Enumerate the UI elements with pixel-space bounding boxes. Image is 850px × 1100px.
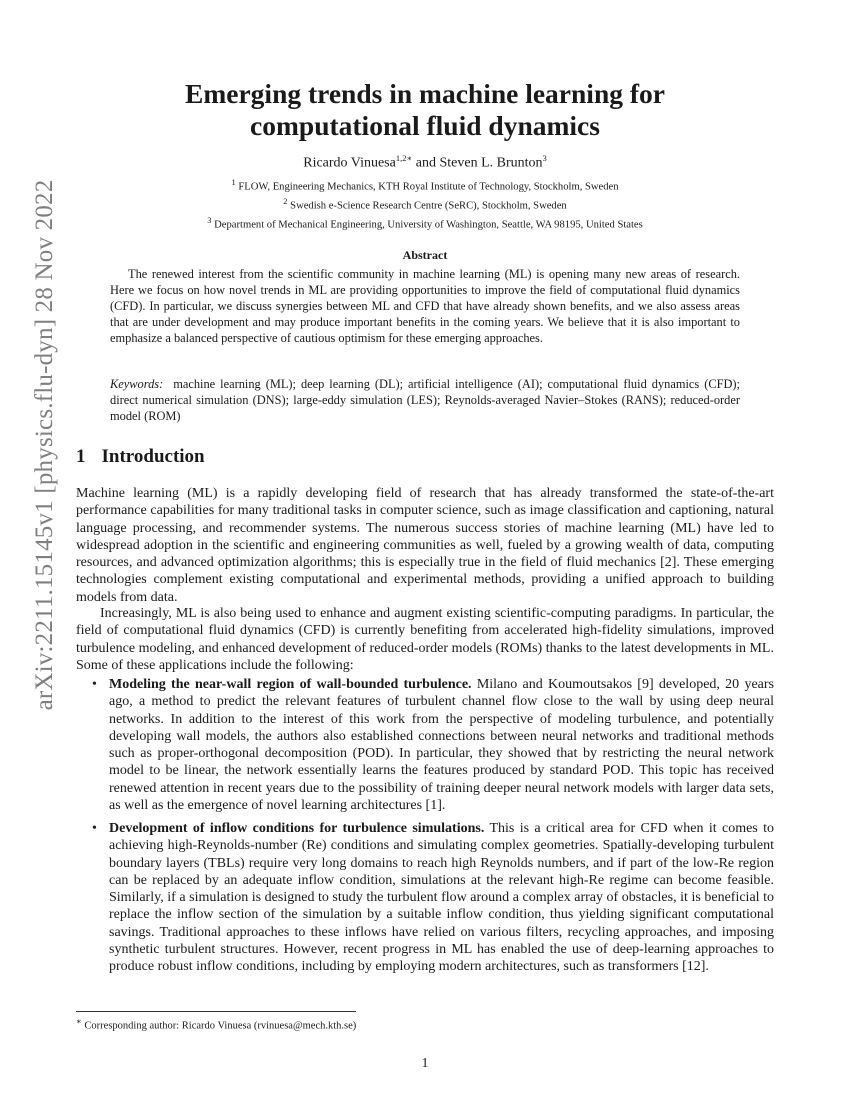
bullet-text: Milano and Koumoutsakos [9] developed, 20 years ago, a method to predict the relevant features of turbulent channel flow close to the wall by using deep neural networks. In addition to the interest of this work from the perspective of modeling turbulence, and potentially developing wall models, the authors also established connections between neural networks and traditional methods such as proper-orthogonal decomposition (POD). In particular, they showed that by restricting the neural network model to be linear, the network essentially learns the features produced by standard POD. This topic has received renewed attention in recent years due to the possibility of training deeper neural network models with larger data sets, as well as the emergence of novel learning architectures [1]. xyxy=(109,677,774,814)
affiliation-number: 3 xyxy=(207,215,212,225)
keywords-text: machine learning (ML); deep learning (DL); artificial intelligence (AI); computational fluid dynamics (CFD); direct numerical simulation (DNS); large-eddy simulation (LES); Reynolds-averaged Navier–Stokes (RANS); reduced-order model (ROM) xyxy=(110,377,740,424)
bullet-title: Modeling the near-wall region of wall-bounded turbulence. xyxy=(109,677,472,692)
arxiv-identifier-text: arXiv:2211.15145v1 [physics.flu-dyn] 28 Nov 2022 xyxy=(31,179,58,711)
keywords xyxy=(110,376,740,424)
page-number: 1 xyxy=(421,1056,429,1071)
affiliation-1 xyxy=(100,177,750,193)
abstract-heading: Abstract xyxy=(402,248,448,262)
affiliation-number: 2 xyxy=(283,196,288,206)
bullet-marker: • xyxy=(92,821,97,836)
author-2: Steven L. Brunton xyxy=(439,155,543,171)
bullet-text: This is a critical area for CFD when it comes to achieving high-Reynolds-number (Re) conditions and simulating complex geometries. Spatially-developing turbulent boundary layers (TBLs) require very long domains to reach high Reynolds numbers, and if part of the low-Re region can be replaced by an adequate inflow condition, simulations at the relevant high-Re regime can become feasible. Similarly, if a simulation is designed to study the turbulent flow around a complex array of obstacles, it is beneficial to replace the inflow section of the simulation by a suitable inflow condition, thus yielding significant computational savings. Traditional approaches to these inflows have relied on various filters, recycling approaches, and imposing synthetic turbulent structures. However, recent progress in ML has enabled the use of deep-learning approaches to produce robust inflow conditions, including by employing modern architectures, such as transformers [12]. xyxy=(109,821,775,975)
intro-paragraph-1: Machine learning (ML) is a rapidly developing field of research that has already transformed the state-of-the-art performance capabilities for many traditional tasks in computer science, such as image classification and captioning, natural language processing, and recommender systems. The numerous success stories of machine learning (ML) have led to widespread adoption in the scientific and engineering communities as well, fueled by a growing wealth of data, computing resources, and advanced optimization algorithms; this is especially true in the field of fluid mechanics [2]. These emerging technologies complement existing computational and experimental methods, providing a unified approach to building models from data. xyxy=(76,486,774,605)
title-line-2: computational fluid dynamics xyxy=(250,110,600,141)
affiliation-text: FLOW, Engineering Mechanics, KTH Royal Institute of Technology, Stockholm, Sweden xyxy=(238,181,619,193)
affiliation-text: Department of Mechanical Engineering, University of Washington, Seattle, WA 98195, United States xyxy=(214,219,643,231)
bullet-list xyxy=(92,676,774,814)
list-item xyxy=(92,820,774,976)
paper-title xyxy=(100,78,750,142)
footnote-marker: ∗ xyxy=(76,1016,82,1026)
bullet-title: Development of inflow conditions for turbulence simulations. xyxy=(109,821,485,836)
bullet-marker: • xyxy=(92,677,97,692)
section-title: Introduction xyxy=(101,446,205,467)
section-number: 1 xyxy=(76,446,86,467)
section-heading xyxy=(76,446,205,468)
keywords-label: Keywords: xyxy=(110,377,164,391)
author-separator: and xyxy=(412,155,440,171)
author-1-affiliation: 1,2∗ xyxy=(395,153,413,163)
author-2-affiliation: 3 xyxy=(542,153,547,163)
affiliation-2 xyxy=(100,196,750,212)
arxiv-identifier xyxy=(28,179,62,711)
title-line-1: Emerging trends in machine learning for xyxy=(185,78,665,109)
intro-paragraph-2: Increasingly, ML is also being used to enhance and augment existing scientific-computing paradigms. In particular, the field of computational fluid dynamics (CFD) is currently benefiting from accelerated high-fidelity simulations, improved turbulence modeling, and enhanced development of reduced-order models (ROMs) thanks to the latest developments in ML. Some of these applications include the following: xyxy=(76,606,774,673)
abstract-text: The renewed interest from the scientific community in machine learning (ML) is opening many new areas of research. Here we focus on how novel trends in ML are providing opportunities to improve the field of computational fluid dynamics (CFD). In particular, we discuss synergies between ML and CFD that have already shown benefits, and we also assess areas that are under development and may produce important benefits in the coming years. We believe that it is also important to emphasize a balanced perspective of cautious optimism for these emerging approaches. xyxy=(110,267,740,346)
affiliation-3 xyxy=(100,215,750,231)
bullet-list-2 xyxy=(92,820,774,976)
affiliation-number: 1 xyxy=(231,177,236,187)
author-1: Ricardo Vinuesa xyxy=(303,155,396,171)
list-item xyxy=(92,676,774,814)
footnote-text: Corresponding author: Ricardo Vinuesa (rvinuesa@mech.kth.se) xyxy=(81,1020,357,1032)
affiliation-text: Swedish e-Science Research Centre (SeRC), Stockholm, Sweden xyxy=(290,200,567,212)
author-list xyxy=(100,153,750,172)
footnote-divider xyxy=(76,1011,356,1012)
footnote xyxy=(76,1016,356,1032)
